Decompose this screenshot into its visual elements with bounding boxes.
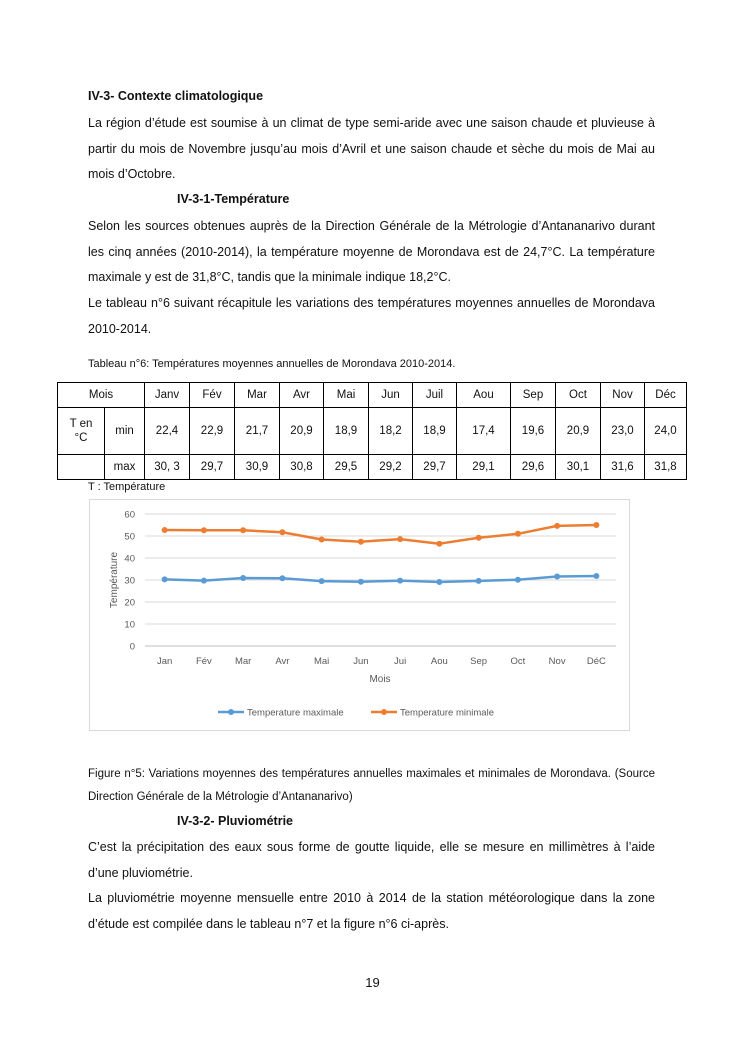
data-point	[240, 575, 246, 581]
data-point	[476, 578, 482, 584]
table-cell: 29,1	[457, 455, 511, 480]
table-cell: 30,1	[556, 455, 601, 480]
x-tick-label: Sep	[470, 656, 488, 667]
table-cell: 29,7	[190, 455, 235, 480]
month-header: Déc	[645, 383, 687, 408]
x-tick-label: Jun	[353, 656, 369, 667]
temperature-chart	[89, 499, 630, 731]
table-cell: 22,9	[190, 408, 235, 455]
row-label: min	[105, 408, 145, 455]
table-footnote: T : Température	[88, 481, 166, 493]
data-point	[279, 529, 285, 535]
table-cell: 29,2	[369, 455, 413, 480]
table-cell: 31,8	[645, 455, 687, 480]
table-cell: 18,9	[324, 408, 369, 455]
y-tick-label: 20	[124, 597, 135, 609]
legend-marker	[228, 709, 234, 715]
month-header: Sep	[511, 383, 556, 408]
x-tick-label: DéC	[586, 656, 606, 667]
data-point	[593, 573, 599, 579]
climate-paragraph: La région d’étude est soumise à un climat de type semi-aride avec une saison chaude et pluvieuse à partir du mois de Novembre jusqu’au mois d’Avril et une saison chaude et sèche du mois de Mai au mois d’Octobre.	[88, 116, 655, 181]
temperature-paragraph-1: Selon les sources obtenues auprès de la Direction Générale de la Métrologie d’Antananarivo durant les cinq années (2010-2014), la température moyenne de Morondava est de 24,7°C. La température maximale y est de 31,8°C, tandis que la minimale indique 18,2°C.	[88, 219, 655, 284]
y-tick-label: 0	[129, 641, 135, 653]
table-cell: 18,2	[369, 408, 413, 455]
pluvio-paragraph-1: C’est la précipitation des eaux sous forme de goutte liquide, elle se mesure en millimètres à l’aide d’une pluviométrie.	[88, 840, 655, 880]
data-point	[319, 537, 325, 543]
legend-label: Temperature minimale	[400, 707, 494, 719]
x-tick-label: Avr	[275, 656, 290, 667]
x-tick-label: Jui	[394, 656, 407, 667]
y-tick-label: 60	[124, 509, 135, 521]
table-cell: 29,6	[511, 455, 556, 480]
table-cell: 24,0	[645, 408, 687, 455]
table-row-max	[58, 455, 687, 480]
y-axis-label: Température	[109, 551, 120, 609]
table-cell: 23,0	[601, 408, 645, 455]
x-tick-label: Mai	[313, 656, 330, 667]
x-tick-label: Nov	[548, 656, 566, 667]
table-cell: 19,6	[511, 408, 556, 455]
table-cell: 29,7	[413, 455, 457, 480]
temperature-heading: IV-3-1-Température	[177, 192, 290, 206]
data-point	[162, 527, 168, 533]
data-point	[162, 576, 168, 582]
group-label: T en °C	[58, 408, 105, 455]
table-row-min	[58, 408, 687, 455]
pluvio-paragraph-2: La pluviométrie moyenne mensuelle entre 2010 à 2014 de la station météorologique dans la zone d’étude est compilée dans le tableau n°7 et la figure n°6 ci-après.	[88, 891, 655, 931]
empty-cell	[58, 455, 105, 480]
table-cell: 22,4	[145, 408, 190, 455]
data-point	[593, 522, 599, 528]
series-line	[165, 525, 597, 544]
table-cell: 18,9	[413, 408, 457, 455]
y-tick-label: 10	[124, 619, 135, 631]
x-tick-label: Jan	[156, 656, 173, 667]
month-header: Juil	[413, 383, 457, 408]
data-point	[358, 579, 364, 585]
page-number: 19	[365, 975, 380, 990]
data-point	[515, 577, 521, 583]
month-header: Aou	[457, 383, 511, 408]
legend-marker	[381, 709, 387, 715]
table-cell: 31,6	[601, 455, 645, 480]
month-header: Jun	[369, 383, 413, 408]
series-line	[165, 576, 597, 582]
x-tick-label: Mar	[234, 656, 252, 667]
y-tick-label: 40	[124, 553, 135, 565]
table-cell: 20,9	[280, 408, 324, 455]
figure-caption: Figure n°5: Variations moyennes des températures annuelles maximales et minimales de Morondava. (Source Direction Générale de la Métrologie d’Antananarivo)	[88, 768, 655, 803]
data-point	[397, 536, 403, 542]
month-header: Nov	[601, 383, 645, 408]
month-header: Mar	[235, 383, 280, 408]
table-cell: 20,9	[556, 408, 601, 455]
table-caption: Tableau n°6: Températures moyennes annuelles de Morondava 2010-2014.	[88, 358, 456, 370]
x-tick-label: Fév	[195, 656, 212, 667]
x-axis-label: Mois	[369, 674, 391, 685]
chart-legend	[218, 708, 494, 719]
data-point	[279, 575, 285, 581]
month-header: Janv	[145, 383, 190, 408]
table-cell: 30,9	[235, 455, 280, 480]
data-point	[476, 535, 482, 541]
table-cell: 21,7	[235, 408, 280, 455]
legend-label: Temperature maximale	[247, 707, 344, 719]
temperature-table	[57, 382, 687, 480]
header-mois: Mois	[58, 383, 145, 408]
data-point	[397, 578, 403, 584]
table-cell: 30, 3	[145, 455, 190, 480]
table-cell: 29,5	[324, 455, 369, 480]
month-header: Mai	[324, 383, 369, 408]
table-cell: 30,8	[280, 455, 324, 480]
data-point	[436, 579, 442, 585]
section-heading: IV-3- Contexte climatologique	[88, 89, 264, 103]
month-header: Avr	[280, 383, 324, 408]
pluvio-heading: IV-3-2- Pluviométrie	[177, 814, 294, 828]
x-tick-label: Aou	[430, 656, 448, 667]
data-point	[515, 531, 521, 537]
y-tick-label: 30	[124, 575, 135, 587]
month-header: Fév	[190, 383, 235, 408]
x-tick-label: Oct	[510, 656, 526, 667]
table-header-row	[58, 383, 687, 408]
month-header: Oct	[556, 383, 601, 408]
temperature-paragraph-2: Le tableau n°6 suivant récapitule les variations des températures moyennes annuelles de Morondava 2010-2014.	[88, 296, 655, 336]
row-label: max	[105, 455, 145, 480]
data-point	[319, 578, 325, 584]
data-point	[201, 578, 207, 584]
data-point	[240, 527, 246, 533]
data-point	[358, 539, 364, 545]
data-point	[554, 523, 560, 529]
data-point	[436, 541, 442, 547]
data-point	[554, 573, 560, 579]
line-chart	[90, 500, 629, 730]
data-point	[201, 527, 207, 533]
table-cell: 17,4	[457, 408, 511, 455]
y-tick-label: 50	[124, 531, 135, 543]
